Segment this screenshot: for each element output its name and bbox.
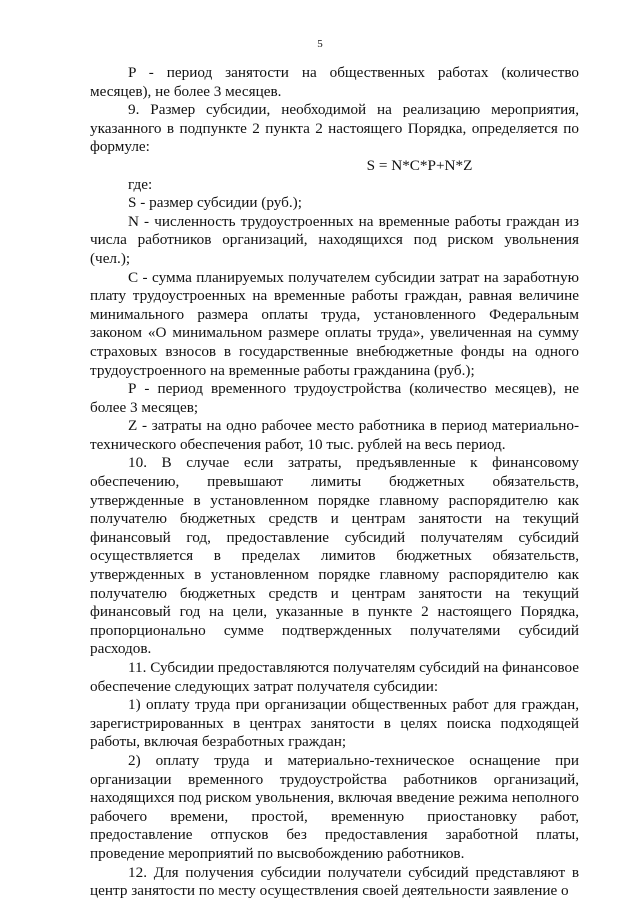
paragraph-11: 11. Субсидии предоставляются получателям субсидий на финансовое обеспечение следующих затрат получателя субсидии: <box>90 659 579 695</box>
where-label: где: <box>128 175 153 193</box>
def-c: С - сумма планируемых получателем субсидии затрат на заработную плату трудоустроенных на временные работы граждан, равная величине минимального размера оплаты труда, установленного Федеральным законом «О минимальном размере оплаты труда», увеличенная на сумму страховых взносов в государственные внебюджетные фонды на одного трудоустроенного на временные работы гражданина (руб.); <box>90 268 579 379</box>
paragraph-10: 10. В случае если затраты, предъявленные к финансовому обеспечению, превышают лимиты бюджетных обязательств, утвержденные в установленном порядке главному распорядителю как получателю бюджетных средств и центрам занятости на текущий финансовый год, предоставление субсидий получателям субсидий осуществляется в пределах лимитов бюджетных обязательств, утвержденных в установленном порядке главному распорядителю как получателю бюджетных средств и центрам занятости на текущий финансовый год на цели, указанные в пункте 2 настоящего Порядка, пропорционально сумме подтвержденных получателями субсидий расходов. <box>90 454 579 658</box>
formula: S = N*C*P+N*Z <box>366 156 473 174</box>
document-body <box>90 64 579 901</box>
def-z: Z - затраты на одно рабочее место работника в период материально-технического обеспечения работ, 10 тыс. рублей на весь период. <box>90 417 579 453</box>
paragraph-11-item-1: 1) оплату труда при организации общественных работ для граждан, зарегистрированных в центрах занятости в целях поиска подходящей работы, включая безработных граждан; <box>90 696 579 751</box>
paragraph-12: 12. Для получения субсидии получатели субсидий представляют в центр занятости по месту осуществления своей деятельности заявление о <box>90 863 579 900</box>
paragraph-9: 9. Размер субсидии, необходимой на реализацию мероприятия, указанного в подпункте 2 пункта 2 настоящего Порядка, определяется по формуле: <box>90 101 579 156</box>
page-number: 5 <box>317 38 323 50</box>
def-n: N - численность трудоустроенных на временные работы граждан из числа работников организаций, находящихся под риском увольнения (чел.); <box>90 212 579 267</box>
paragraph-p-period: P - период занятости на общественных работах (количество месяцев), не более 3 месяцев. <box>90 64 579 100</box>
def-p: Р - период временного трудоустройства (количество месяцев), не более 3 месяцев; <box>90 380 579 416</box>
paragraph-11-item-2: 2) оплату труда и материально-техническое оснащение при организации временного трудоустройства работников организаций, находящихся под риском увольнения, включая введение режима неполного рабочего времени, простой, временную приостановку работ, предоставление отпусков без предоставления заработной платы, проведение мероприятий по высвобождению работников. <box>90 751 579 862</box>
def-s: S - размер субсидии (руб.); <box>128 194 302 212</box>
